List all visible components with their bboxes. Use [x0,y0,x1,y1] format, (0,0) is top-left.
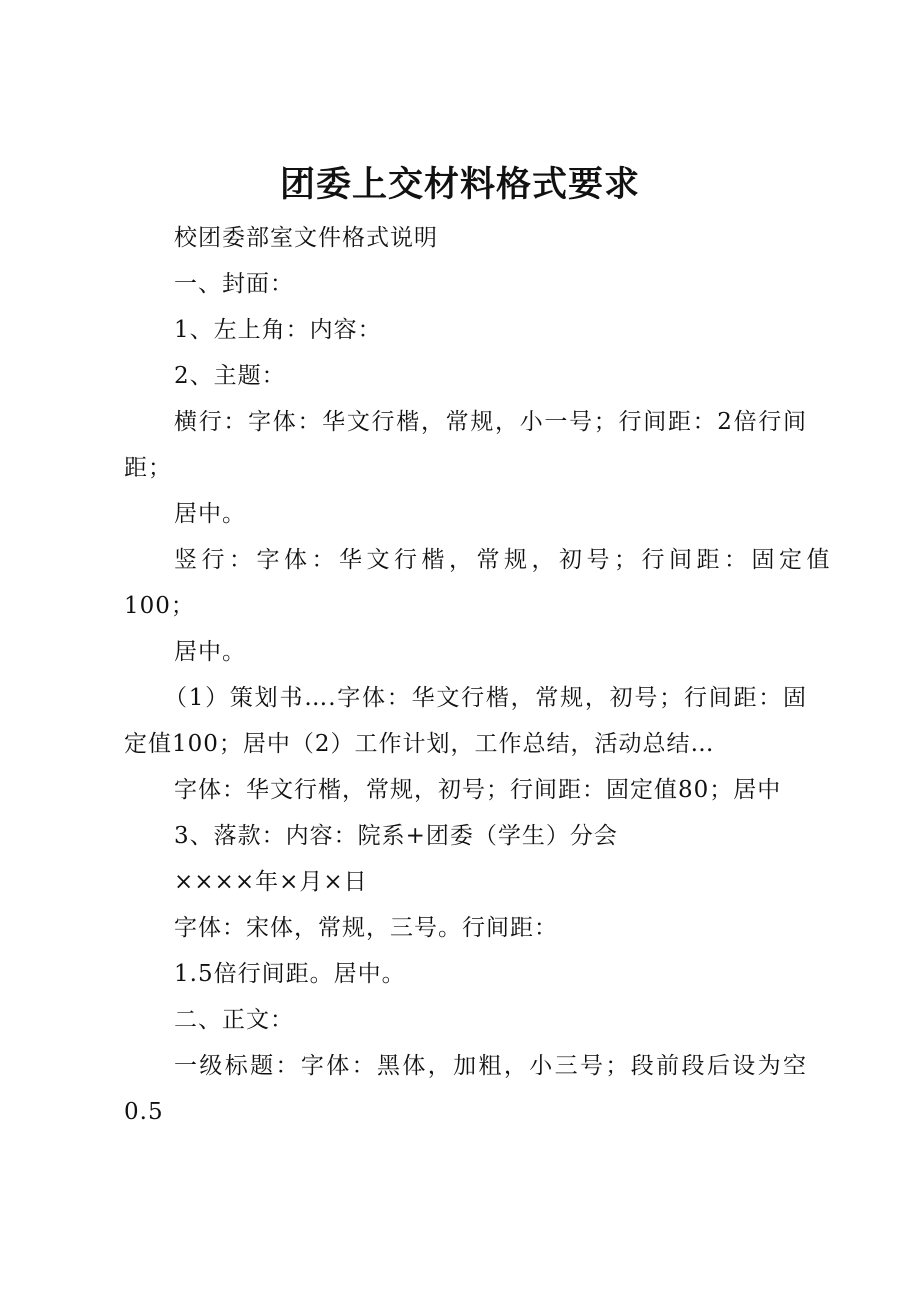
paragraph-line: 一级标题：字体：黑体，加粗，小三号；段前段后设为空 [174,1053,807,1079]
paragraph-line: 0.5 [124,1099,164,1125]
paragraph-line: 1.5倍行间距。居中。 [174,961,406,987]
document-body [124,215,834,1135]
paragraph-line: 2、主题： [174,363,286,389]
paragraph-line: ××××年×月×日 [174,869,368,895]
paragraph-line: 居中。 [174,639,246,665]
paragraph-line: 居中。 [174,501,246,527]
paragraph-line: 字体：宋体，常规，三号。行间距： [174,915,558,941]
document-title: 团委上交材料格式要求 [279,164,640,205]
paragraph-line: 竖行：字体：华文行楷，常规，初号；行间距：固定值 [174,547,834,573]
paragraph-line: 横行：字体：华文行楷，常规，小一号；行间距：2倍行间 [174,409,807,435]
paragraph-line: 校团委部室文件格式说明 [174,225,438,251]
paragraph-line: 一、封面： [174,271,294,297]
paragraph-line: 1、左上角：内容： [174,317,382,343]
paragraph-line: 100； [124,593,195,619]
paragraph-line: 3、落款：内容：院系+团委（学生）分会 [174,823,618,849]
paragraph-line: 二、正文： [174,1007,294,1033]
paragraph-line: 字体：华文行楷，常规，初号；行间距：固定值80；居中 [174,777,782,803]
paragraph-line: （1）策划书….字体：华文行楷，常规，初号；行间距：固 [164,685,807,711]
paragraph-line: 距； [124,455,172,481]
paragraph-line: 定值100；居中（2）工作计划，工作总结，活动总结… [124,731,715,757]
